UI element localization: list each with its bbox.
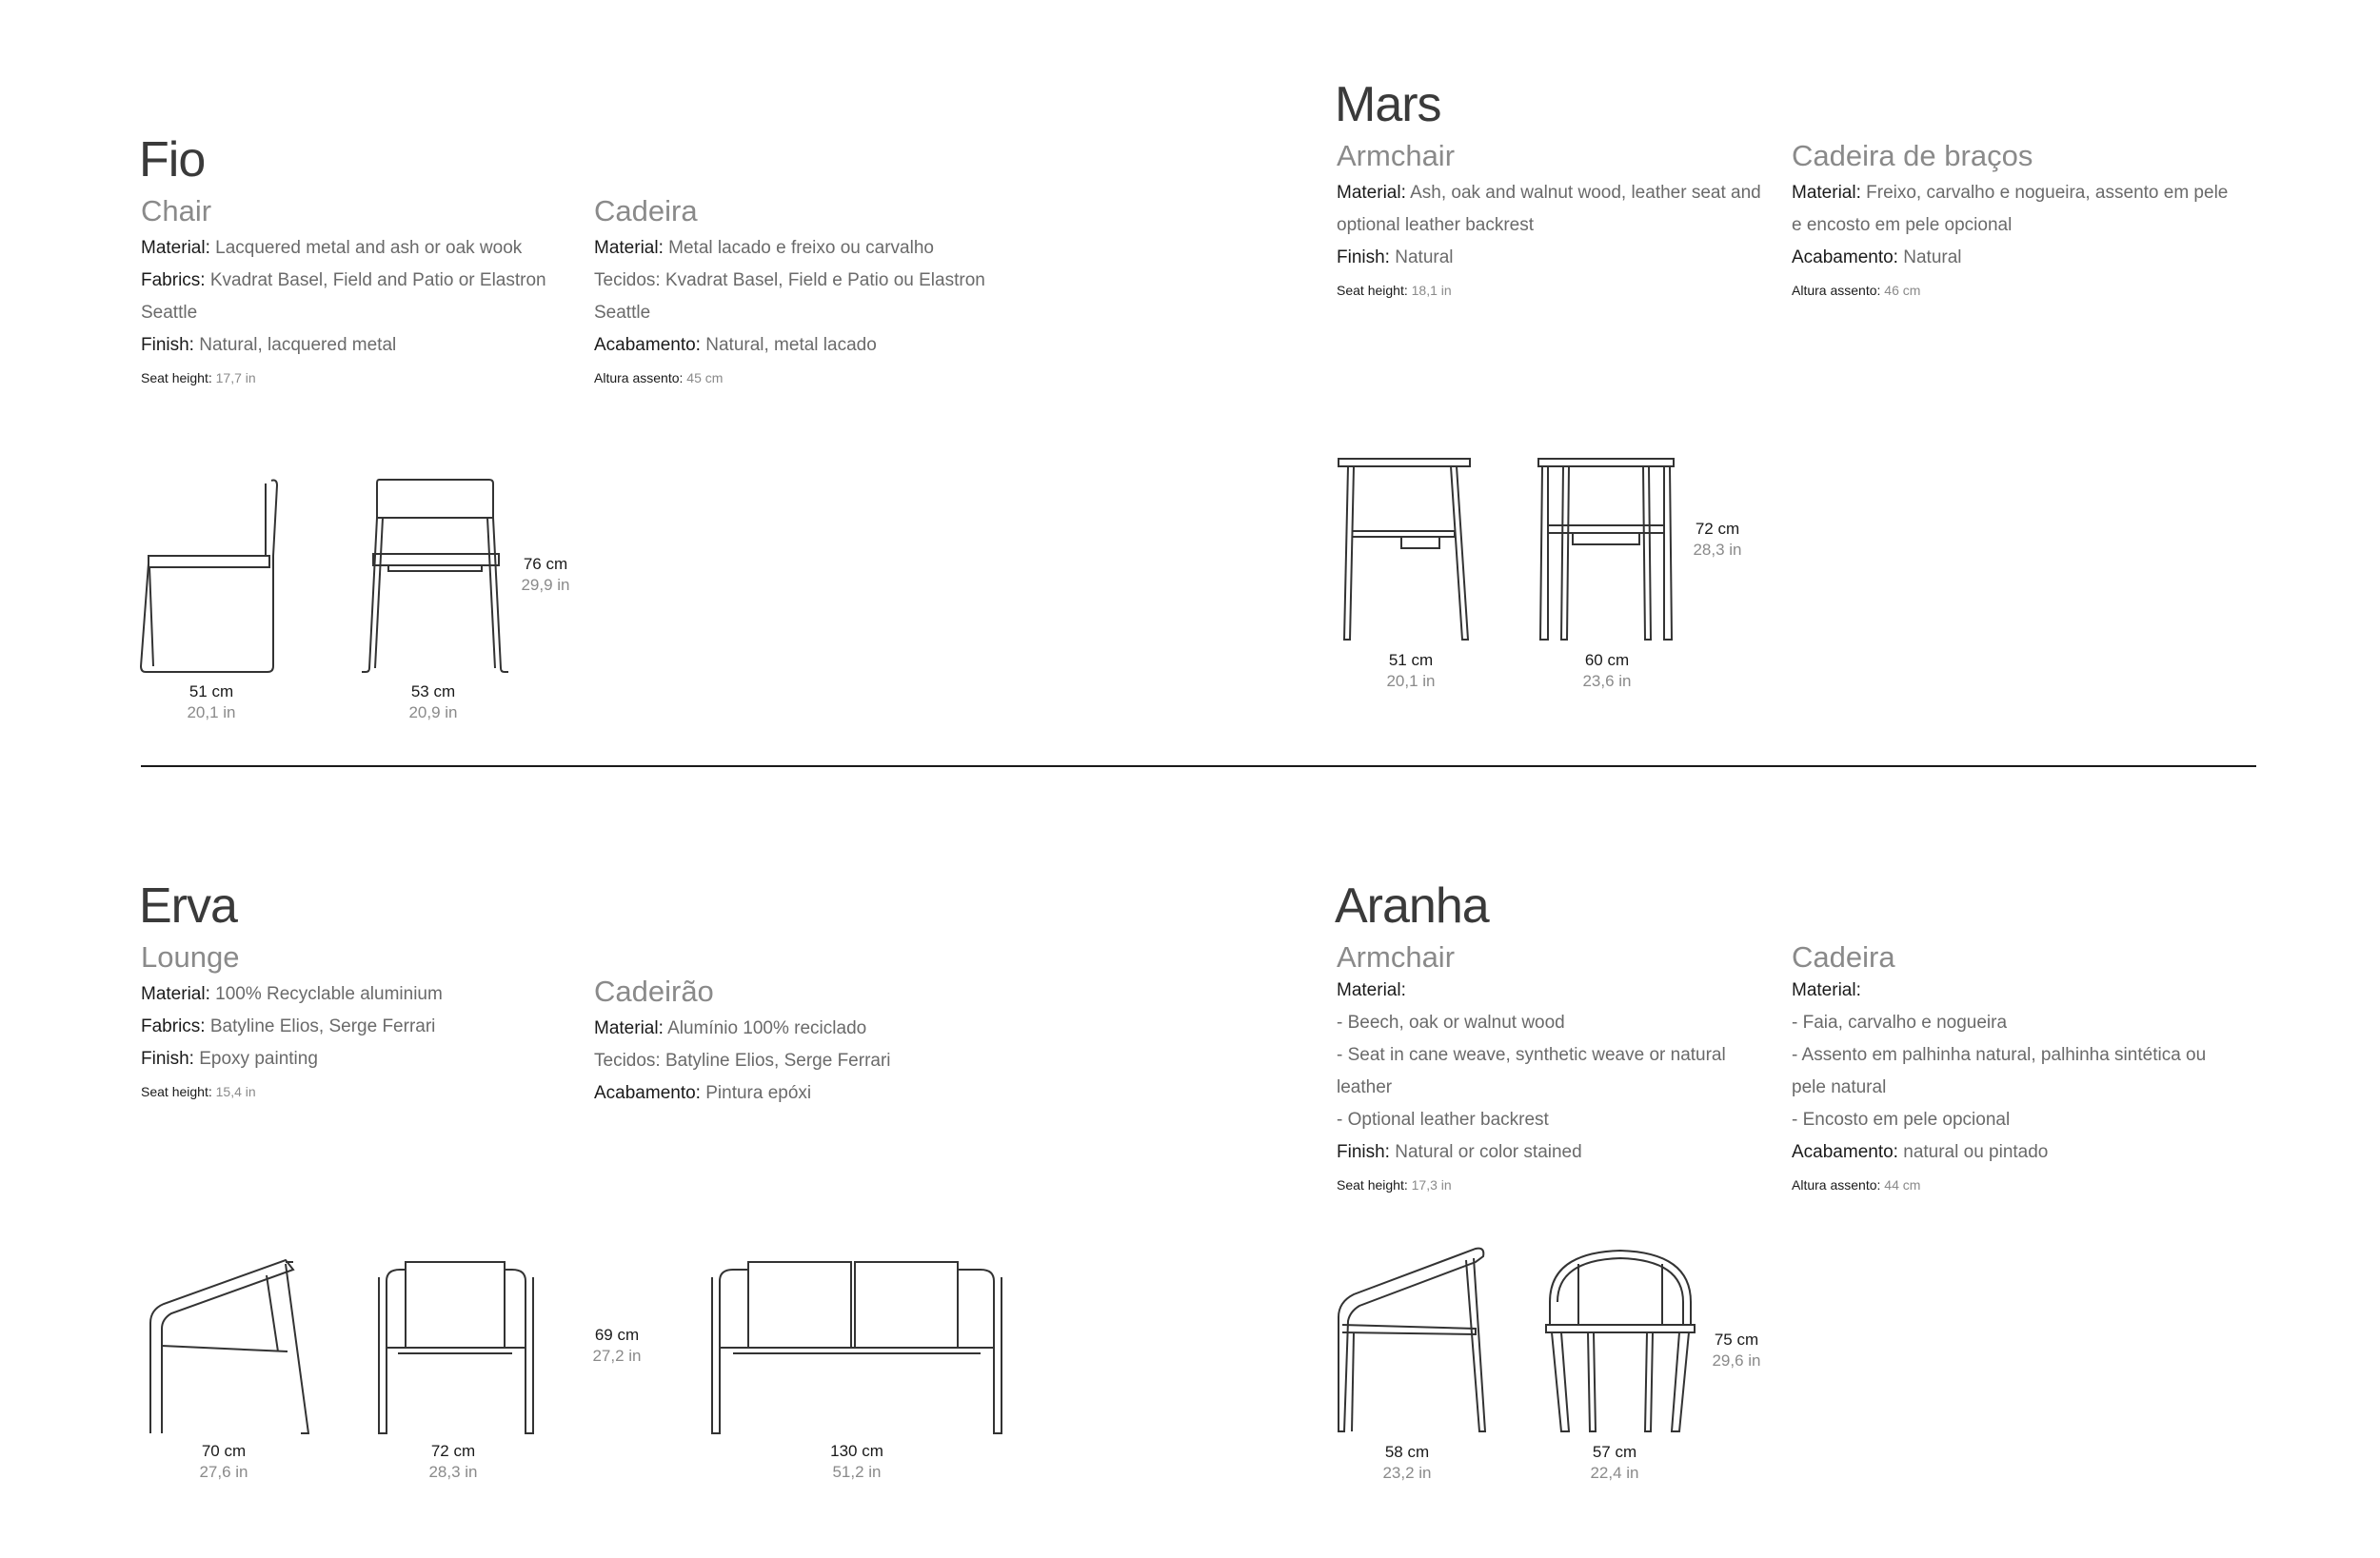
spec-value: Natural or color stained: [1395, 1142, 1582, 1162]
dim-cm: 51 cm: [1388, 651, 1434, 669]
fio-specs-pt: [594, 232, 1013, 394]
spec-value: Ash, oak and walnut wood, leather seat and: [1410, 183, 1761, 203]
dim-cm: 76 cm: [523, 555, 568, 573]
dim-cm: 60 cm: [1584, 651, 1630, 669]
erva-front-drawing: [371, 1258, 543, 1435]
dim-in: 27,6 in: [199, 1463, 248, 1481]
spec-value: Metal lacado e freixo ou carvalho: [668, 238, 934, 258]
erva-title: Erva: [139, 878, 237, 934]
spec-value: pele natural: [1792, 1077, 1887, 1097]
spec-value: Natural, lacquered metal: [199, 335, 397, 355]
spec-label: Material:: [1792, 183, 1861, 203]
spec-label: Fabrics:: [141, 270, 206, 290]
dim-in: 29,9 in: [521, 576, 570, 594]
spec-value: Pintura epóxi: [705, 1083, 812, 1103]
dim-cm: 57 cm: [1592, 1443, 1637, 1461]
spec-value: Lacquered metal and ash or oak wook: [215, 238, 523, 258]
spec-value: Natural: [1903, 247, 1962, 267]
dim-cm: 51 cm: [188, 682, 234, 700]
spec-label: Acabamento:: [594, 1083, 701, 1103]
spec-label: Acabamento:: [1792, 247, 1898, 267]
dim-in: 28,3 in: [1693, 541, 1742, 559]
spec-label: Altura assento:: [1792, 1177, 1881, 1193]
spec-label: Altura assento:: [1792, 283, 1881, 298]
dim-in: 51,2 in: [832, 1463, 882, 1481]
dim-cm: 58 cm: [1384, 1443, 1430, 1461]
spec-value: 45 cm: [686, 370, 724, 385]
spec-label: Material:: [1337, 183, 1406, 203]
dim-cm: 75 cm: [1714, 1331, 1759, 1349]
fio-side-drawing: [138, 476, 281, 676]
spec-value: natural ou pintado: [1903, 1142, 2049, 1162]
erva-dim-1: [167, 1441, 281, 1483]
dim-cm: 70 cm: [201, 1442, 247, 1460]
dim-in: 20,1 in: [187, 703, 236, 721]
spec-label: Seat height:: [141, 1084, 212, 1099]
spec-value: Seattle: [594, 303, 651, 323]
dim-cm: 53 cm: [410, 682, 456, 700]
erva-side-drawing: [143, 1256, 314, 1437]
mars-specs-en: [1337, 177, 1775, 306]
spec-value: - Optional leather backrest: [1337, 1110, 1549, 1130]
erva-dim-2: [396, 1441, 510, 1483]
fio-subtitle-pt: Cadeira: [594, 194, 698, 227]
dim-in: 23,2 in: [1382, 1464, 1432, 1482]
spec-label: Seat height:: [1337, 283, 1408, 298]
spec-label: Seat height:: [141, 370, 212, 385]
spec-value: Natural, metal lacado: [705, 335, 877, 355]
fio-title: Fio: [139, 132, 206, 187]
aranha-subtitle-en: Armchair: [1337, 940, 1456, 974]
aranha-specs-en: [1337, 975, 1775, 1201]
spec-label: Acabamento:: [594, 335, 701, 355]
dim-in: 20,1 in: [1386, 672, 1436, 690]
spec-value: - Encosto em pele opcional: [1792, 1110, 2011, 1130]
spec-value: - Beech, oak or walnut wood: [1337, 1013, 1565, 1033]
erva-sofa-drawing: [704, 1258, 1009, 1435]
erva-specs-pt: [594, 1013, 1013, 1110]
dim-cm: 72 cm: [430, 1442, 476, 1460]
erva-specs-en: [141, 978, 560, 1108]
aranha-subtitle-pt: Cadeira: [1792, 940, 1895, 974]
spec-value: 46 cm: [1884, 283, 1921, 298]
fio-dim-height: [488, 554, 603, 596]
spec-label: Material:: [1792, 980, 1861, 1000]
spec-label: Acabamento:: [1792, 1142, 1898, 1162]
section-divider: [141, 765, 2256, 767]
spec-value: Tecidos: Kvadrat Basel, Field e Patio ou Elastron: [594, 270, 985, 290]
dim-in: 23,6 in: [1582, 672, 1632, 690]
spec-value: leather: [1337, 1077, 1393, 1097]
aranha-specs-pt: [1792, 975, 2230, 1201]
dim-in: 27,2 in: [592, 1347, 642, 1365]
dim-cm: 130 cm: [830, 1442, 883, 1460]
spec-value: 17,7 in: [215, 370, 256, 385]
spec-label: Material:: [1337, 980, 1406, 1000]
spec-value: e encosto em pele opcional: [1792, 215, 2013, 235]
spec-value: Alumínio 100% reciclado: [667, 1018, 867, 1038]
aranha-side-drawing: [1333, 1245, 1495, 1435]
mars-side-drawing: [1337, 457, 1479, 643]
mars-dim-height: [1660, 519, 1775, 561]
mars-subtitle-en: Armchair: [1337, 139, 1456, 172]
spec-label: Material:: [141, 984, 210, 1004]
fio-dim-1: [154, 681, 268, 723]
spec-value: 100% Recyclable aluminium: [215, 984, 443, 1004]
erva-subtitle-pt: Cadeirão: [594, 975, 714, 1008]
spec-label: Material:: [594, 1018, 664, 1038]
dim-cm: 72 cm: [1695, 520, 1740, 538]
erva-subtitle-en: Lounge: [141, 940, 240, 974]
spec-value: optional leather backrest: [1337, 215, 1535, 235]
spec-value: Natural: [1395, 247, 1454, 267]
fio-dim-2: [376, 681, 490, 723]
spec-value: 15,4 in: [215, 1084, 256, 1099]
spec-value: Freixo, carvalho e nogueira, assento em pele: [1866, 183, 2229, 203]
fio-subtitle-en: Chair: [141, 194, 212, 227]
erva-dim-height: [560, 1325, 674, 1367]
dim-cm: 69 cm: [594, 1326, 640, 1344]
spec-value: Tecidos: Batyline Elios, Serge Ferrari: [594, 1051, 891, 1071]
mars-dim-2: [1550, 650, 1664, 692]
aranha-title: Aranha: [1335, 878, 1489, 934]
spec-label: Finish:: [141, 335, 194, 355]
spec-value: - Seat in cane weave, synthetic weave or natural: [1337, 1045, 1726, 1065]
aranha-dim-2: [1557, 1442, 1672, 1484]
mars-specs-pt: [1792, 177, 2230, 306]
spec-value: 44 cm: [1884, 1177, 1921, 1193]
spec-label: Finish:: [1337, 1142, 1390, 1162]
spec-label: Fabrics:: [141, 1016, 206, 1036]
dim-in: 29,6 in: [1712, 1351, 1761, 1370]
spec-label: Material:: [141, 238, 210, 258]
spec-label: Finish:: [1337, 247, 1390, 267]
mars-dim-1: [1354, 650, 1468, 692]
aranha-front-drawing: [1540, 1245, 1702, 1435]
aranha-dim-1: [1350, 1442, 1464, 1484]
spec-value: Kvadrat Basel, Field and Patio or Elastron: [209, 270, 546, 290]
spec-value: 17,3 in: [1411, 1177, 1452, 1193]
erva-dim-3: [800, 1441, 914, 1483]
aranha-dim-height: [1679, 1330, 1794, 1371]
mars-subtitle-pt: Cadeira de braços: [1792, 139, 2033, 172]
spec-label: Seat height:: [1337, 1177, 1408, 1193]
spec-value: Seattle: [141, 303, 198, 323]
dim-in: 22,4 in: [1590, 1464, 1639, 1482]
fio-specs-en: [141, 232, 560, 394]
spec-value: Batyline Elios, Serge Ferrari: [209, 1016, 436, 1036]
spec-value: Epoxy painting: [199, 1049, 318, 1069]
spec-value: - Assento em palhinha natural, palhinha sintética ou: [1792, 1045, 2207, 1065]
dim-in: 20,9 in: [408, 703, 458, 721]
spec-value: 18,1 in: [1411, 283, 1452, 298]
mars-title: Mars: [1335, 77, 1441, 132]
spec-label: Finish:: [141, 1049, 194, 1069]
spec-value: - Faia, carvalho e nogueira: [1792, 1013, 2008, 1033]
spec-label: Altura assento:: [594, 370, 684, 385]
spec-label: Material:: [594, 238, 664, 258]
dim-in: 28,3 in: [428, 1463, 478, 1481]
